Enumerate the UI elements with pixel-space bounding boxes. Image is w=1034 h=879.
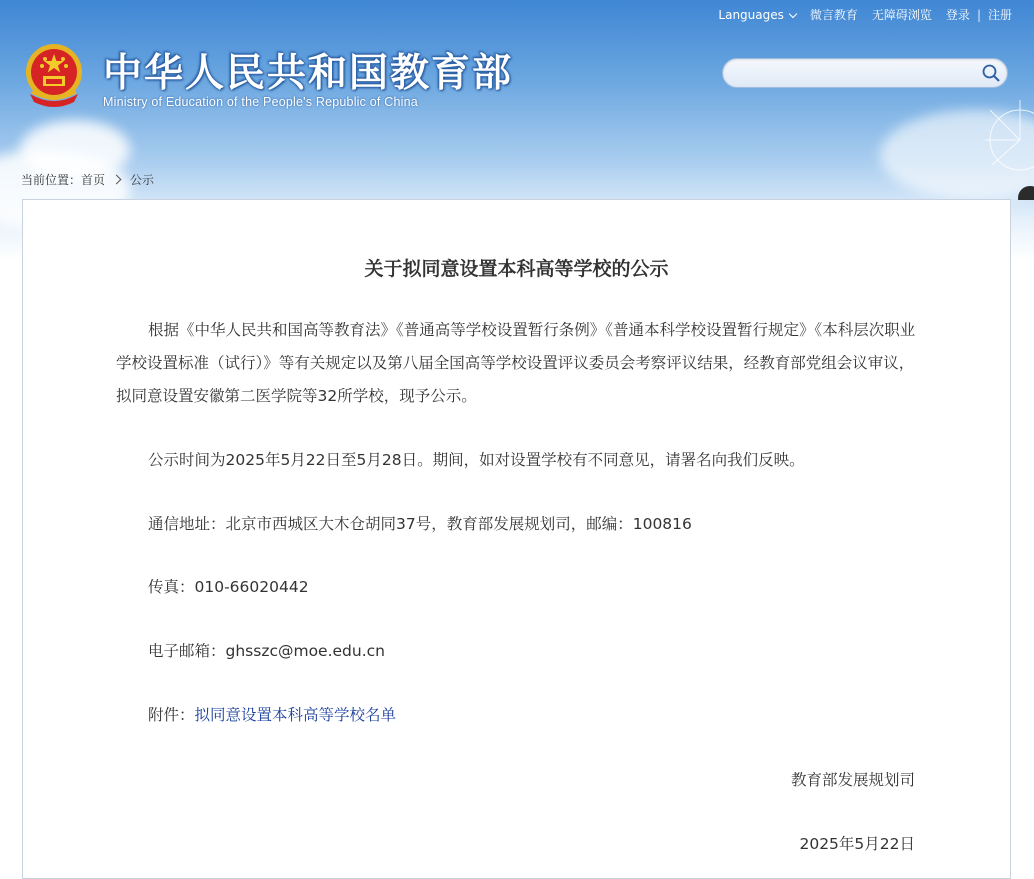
attachment-label: 附件： [148,706,195,724]
national-emblem-icon[interactable] [22,42,86,112]
chevron-right-icon [112,175,122,185]
article-panel [22,199,1011,879]
languages-menu[interactable] [718,8,795,22]
accessible-browsing-link[interactable]: 无障碍浏览 [871,8,932,22]
attachment-link[interactable]: 拟同意设置本科高等学校名单 [194,706,397,724]
chevron-down-icon [789,9,797,17]
breadcrumb-current[interactable]: 公示 [130,173,155,187]
article-paragraph: 公示时间为2025年5月22日至5月28日。期间，如对设置学校有不同意见，请署名向我们反映。 [148,451,805,469]
article-title: 关于拟同意设置本科高等学校的公示 [364,258,669,280]
signature: 教育部发展规划司 [790,771,915,789]
site-subtitle: Ministry of Education of the People's Republic of China [103,95,418,109]
languages-label: Languages [718,7,784,22]
breadcrumb-prefix: 当前位置： [21,173,82,187]
article-paragraph: 根据《中华人民共和国高等教育法》《普通高等学校设置暂行条例》《普通本科学校设置暂行规定》《本科层次职业学校设置标准（试行）》等有关规定以及第八届全国高等学校设置评议委员会考察评议结果，经教育部党组会议审议，拟同意设置安徽第二医学院等32所学校，现予公示。 [116,321,916,405]
weiyan-link[interactable]: 微言教育 [809,8,858,22]
top-nav [718,6,1012,23]
site-title: 中华人民共和国教育部 [103,50,514,96]
login-link[interactable]: 登录 [945,8,970,22]
breadcrumb [21,171,154,188]
search-box [722,58,1008,88]
search-icon[interactable] [981,63,1001,83]
dandelion-decoration [930,70,1034,200]
breadcrumb-home[interactable]: 首页 [81,173,106,187]
register-link[interactable]: 注册 [987,8,1012,22]
article-date: 2025年5月22日 [799,835,915,853]
address-text: 通信地址：北京市西城区大木仓胡同37号，教育部发展规划司，邮编：100816 [148,515,692,533]
attachment-line [116,699,918,732]
search-input[interactable] [733,63,973,85]
fax-text: 传真：010-66020442 [148,578,309,596]
email-text: 电子邮箱：ghsszc@moe.edu.cn [148,642,385,660]
nav-separator: | [976,7,981,22]
